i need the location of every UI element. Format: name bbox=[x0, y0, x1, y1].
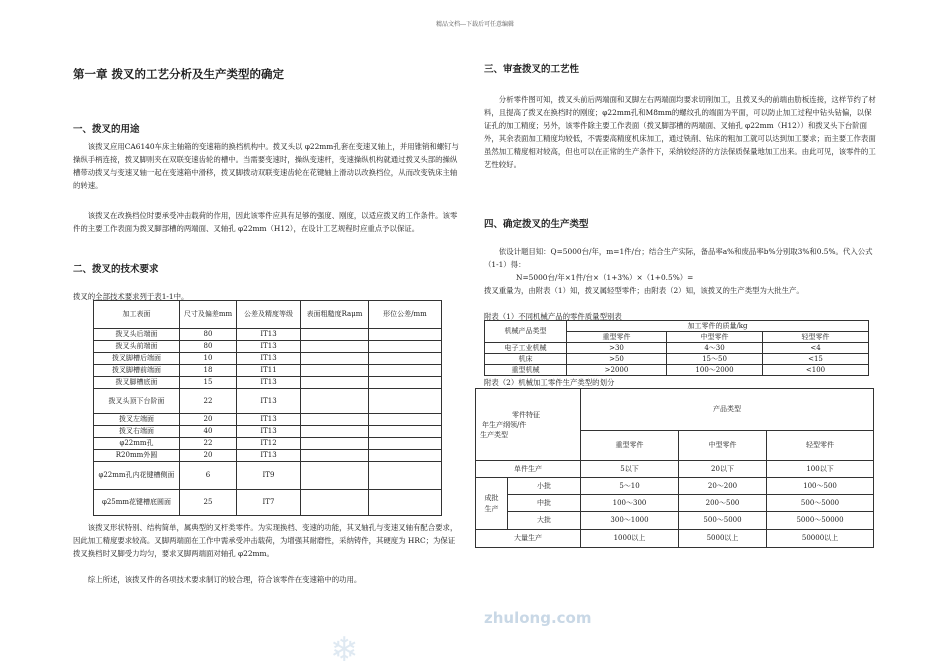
table-row bbox=[94, 490, 442, 516]
table-row bbox=[476, 495, 874, 512]
table-cell bbox=[369, 341, 442, 353]
table-cell: 25 bbox=[180, 490, 237, 516]
appendix-table-1-caption: 附表（1）不同机械产品的零件质量型别表 bbox=[484, 312, 622, 321]
section-3-title: 三、审查拨叉的工艺性 bbox=[484, 64, 580, 75]
header-cell: 形位公差/mm bbox=[369, 301, 442, 329]
section-1-title: 一、拨叉的用途 bbox=[73, 124, 140, 135]
header-cell: 表面粗糙度Raμm bbox=[301, 301, 369, 329]
table-cell: 机床 bbox=[485, 354, 567, 365]
table-row bbox=[476, 530, 874, 548]
table-row bbox=[94, 329, 442, 341]
appendix-table-2-caption: 附表（2）机械加工零件生产类型的划分 bbox=[484, 378, 615, 387]
section-1-paragraph-1: 该拨叉应用CA6140车床主轴箱的变速箱的换档机构中。拨叉头以 φ22mm孔套在变速叉轴上，并用锥销和螺钉与操纵手柄连接，拨叉脚则夹在双联变速齿轮的槽中。当需要变速时，操纵变速杆，变速操纵机构就通过拨叉头部的操纵槽带动拨叉与变速叉轴一起在变速箱中滑移，拨叉脚拨动双联变速齿轮在花键轴上滑动以改换档位，从而改变铣床主轴的转速。 bbox=[73, 142, 459, 190]
table-cell: 中批 bbox=[508, 495, 581, 512]
table-row bbox=[476, 512, 874, 530]
table-row bbox=[94, 365, 442, 377]
table-cell: 单件生产 bbox=[476, 461, 581, 478]
table-cell bbox=[301, 377, 369, 389]
section-4-paragraph-2: 拨叉重量为，由附表（1）知，拨叉属轻型零件；由附表（2）知，该拨叉的生产类型为大批生产。 bbox=[484, 286, 804, 295]
table-cell: 500～5000 bbox=[679, 512, 767, 530]
table-1-1-intro: 拨叉的全部技术要求列于表1-1中。 bbox=[73, 292, 189, 301]
header-cell: 机械产品类型 bbox=[485, 321, 567, 343]
table-cell: 20～200 bbox=[679, 478, 767, 495]
table-row bbox=[94, 450, 442, 462]
table-cell: 40 bbox=[180, 426, 237, 438]
table-cell: φ25mm花键槽底圆面 bbox=[94, 490, 180, 516]
table-cell bbox=[301, 450, 369, 462]
corner-label-output: 年生产纲领/件 bbox=[482, 420, 527, 429]
table-cell bbox=[369, 377, 442, 389]
table-cell: 6 bbox=[180, 462, 237, 490]
table-cell: IT13 bbox=[237, 329, 301, 341]
header-cell: 中型零件 bbox=[679, 431, 767, 461]
watermark-text: zhulong.com bbox=[484, 609, 592, 627]
corner-header-cell bbox=[476, 389, 581, 461]
table-row bbox=[476, 478, 874, 495]
table-cell: 5～10 bbox=[581, 478, 679, 495]
header-cell: 加工表面 bbox=[94, 301, 180, 329]
section-2-paragraph-2: 综上所述，该拨叉件的各项技术要求制订的较合理，符合该零件在变速箱中的功用。 bbox=[87, 575, 362, 584]
table-cell bbox=[301, 426, 369, 438]
table-cell bbox=[301, 341, 369, 353]
table-cell: >2000 bbox=[567, 365, 667, 376]
table-header-row bbox=[485, 321, 869, 332]
header-cell: 中型零件 bbox=[667, 332, 763, 343]
table-cell: <4 bbox=[763, 343, 869, 354]
header-cell: 产品类型 bbox=[581, 389, 874, 431]
production-type-table bbox=[475, 388, 874, 548]
production-formula: N=5000台/年×1件/台×（1+3%）×（1+0.5%）= bbox=[516, 273, 694, 282]
section-4-title: 四、确定拨叉的生产类型 bbox=[484, 219, 589, 230]
table-cell: IT11 bbox=[237, 365, 301, 377]
table-cell: IT9 bbox=[237, 462, 301, 490]
table-cell bbox=[369, 329, 442, 341]
table-cell: 4～30 bbox=[667, 343, 763, 354]
table-cell: 18 bbox=[180, 365, 237, 377]
table-cell: IT12 bbox=[237, 438, 301, 450]
table-row bbox=[94, 353, 442, 365]
table-cell: 300～1000 bbox=[581, 512, 679, 530]
section-1-paragraph-2: 该拨叉在改换档位时要承受冲击载荷的作用，因此该零件应具有足够的强度、刚度，以适应拨叉的工作条件。该零件的主要工作表面为拨叉脚部槽的两端面、叉轴孔 φ22mm（H12），在设计工艺规程时应重点予以保证。 bbox=[73, 211, 458, 233]
table-cell: 50000以上 bbox=[767, 530, 874, 548]
table-cell: 22 bbox=[180, 438, 237, 450]
table-cell: 1000以上 bbox=[581, 530, 679, 548]
header-cell: 轻型零件 bbox=[767, 431, 874, 461]
table-row bbox=[476, 461, 874, 478]
table-cell bbox=[369, 414, 442, 426]
table-cell: <100 bbox=[763, 365, 869, 376]
table-row bbox=[94, 389, 442, 414]
table-cell: 5以下 bbox=[581, 461, 679, 478]
header-cell: 加工零件的质量/kg bbox=[567, 321, 869, 332]
table-cell: 80 bbox=[180, 329, 237, 341]
section-3-paragraph: 分析零件图可知，拨叉头前后两端面和叉脚左右两端面均要求切削加工，且拨叉头的前端由肋板连接，这样节约了材料，且提高了拨叉在换档时的刚度；φ22mm孔和M8mm的螺纹孔的端面为平面，可以防止加工过程中钻头钻偏，以保证孔的加工精度；另外，该零件除主要工作表面（拨叉脚部槽的两端面、叉轴孔 φ22mm（H12））和拨叉头下台阶面外，其余表面加工精度均较低，不需要高精度机床加工，通过铣削、钻床的粗加工就可以达到加工要求；而主要工作表面虽然加工精度相对较高，但也可以在正常的生产条件下，采纳较经济的方法保质保量地加工出来。由此可见，该零件的工艺性较好。 bbox=[484, 95, 876, 169]
table-cell: 拨叉头后端面 bbox=[94, 329, 180, 341]
table-cell bbox=[369, 438, 442, 450]
corner-label-type: 生产类型 bbox=[480, 430, 508, 439]
snowflake-watermark-icon: ❄ bbox=[330, 630, 359, 670]
table-cell: 大量生产 bbox=[476, 530, 581, 548]
table-cell: IT7 bbox=[237, 490, 301, 516]
table-cell: 80 bbox=[180, 341, 237, 353]
header-cell: 轻型零件 bbox=[763, 332, 869, 343]
table-cell: 拨叉头顶下台阶面 bbox=[94, 389, 180, 414]
part-mass-table bbox=[484, 320, 869, 376]
table-cell: 20 bbox=[180, 450, 237, 462]
table-cell: 100以下 bbox=[767, 461, 874, 478]
table-cell: 拨叉头前端面 bbox=[94, 341, 180, 353]
table-cell: IT13 bbox=[237, 353, 301, 365]
table-cell: 10 bbox=[180, 353, 237, 365]
table-cell: 22 bbox=[180, 389, 237, 414]
table-cell: 15 bbox=[180, 377, 237, 389]
table-cell: 20以下 bbox=[679, 461, 767, 478]
table-cell: >50 bbox=[567, 354, 667, 365]
section-4-paragraph-1: 依设计题目知：Q=5000台/年，m=1件/台；结合生产实际，备品率a%和废品率b%分别取3%和0.5%。代入公式（1-1）得： bbox=[484, 247, 873, 269]
table-cell bbox=[369, 490, 442, 516]
table-cell: 200～500 bbox=[679, 495, 767, 512]
table-header-row bbox=[476, 389, 874, 431]
table-cell: 大批 bbox=[508, 512, 581, 530]
table-cell: 拨叉右端面 bbox=[94, 426, 180, 438]
table-cell: 小批 bbox=[508, 478, 581, 495]
section-2-paragraph-1: 该拨叉形状特别、结构简单，属典型的叉杆类零件。为实现换档、变速的功能，其叉轴孔与变速叉轴有配合要求，因此加工精度要求较高。叉脚两端面在工作中需承受冲击载荷，为增强其耐磨性，采纳铸件，其硬度为 HRC；为保证拨叉换档时叉脚受力均匀，要求叉脚两端面对轴孔 φ22mm。 bbox=[73, 523, 458, 558]
chapter-title: 第一章 拨叉的工艺分析及生产类型的确定 bbox=[73, 67, 285, 81]
table-cell bbox=[369, 389, 442, 414]
page-header: 精品文档---下载后可任意编辑 bbox=[435, 21, 515, 28]
table-cell bbox=[369, 426, 442, 438]
table-cell: 拨叉脚槽前端面 bbox=[94, 365, 180, 377]
table-cell bbox=[301, 365, 369, 377]
table-cell: 拨叉左端面 bbox=[94, 414, 180, 426]
table-cell bbox=[369, 450, 442, 462]
table-cell: >30 bbox=[567, 343, 667, 354]
table-header-row bbox=[94, 301, 442, 329]
table-cell bbox=[301, 329, 369, 341]
table-cell: 重型机械 bbox=[485, 365, 567, 376]
table-cell: 100～500 bbox=[767, 478, 874, 495]
table-cell: 拨叉脚槽底面 bbox=[94, 377, 180, 389]
table-cell: R20mm外圆 bbox=[94, 450, 180, 462]
header-cell: 公差及精度等级 bbox=[237, 301, 301, 329]
table-cell: <15 bbox=[763, 354, 869, 365]
table-cell bbox=[301, 438, 369, 450]
table-cell: IT13 bbox=[237, 341, 301, 353]
table-cell: φ22mm孔 bbox=[94, 438, 180, 450]
header-cell: 尺寸及偏差mm bbox=[180, 301, 237, 329]
table-cell: 5000以上 bbox=[679, 530, 767, 548]
table-cell: 15～50 bbox=[667, 354, 763, 365]
table-row bbox=[485, 343, 869, 354]
table-row bbox=[94, 426, 442, 438]
table-row bbox=[94, 462, 442, 490]
table-cell: 100～300 bbox=[581, 495, 679, 512]
corner-label-feature: 零件特征 bbox=[512, 410, 540, 419]
table-cell bbox=[301, 490, 369, 516]
table-cell bbox=[301, 353, 369, 365]
table-row bbox=[485, 365, 869, 376]
table-cell: IT13 bbox=[237, 426, 301, 438]
table-cell: IT13 bbox=[237, 377, 301, 389]
table-cell: 5000～50000 bbox=[767, 512, 874, 530]
table-row bbox=[485, 354, 869, 365]
table-cell bbox=[369, 365, 442, 377]
table-cell: 500～5000 bbox=[767, 495, 874, 512]
header-cell: 重型零件 bbox=[581, 431, 679, 461]
table-row bbox=[94, 414, 442, 426]
section-2-title: 二、拨叉的技术要求 bbox=[73, 264, 159, 275]
table-cell: 100～2000 bbox=[667, 365, 763, 376]
batch-production-label: 成批生产 bbox=[476, 478, 508, 530]
table-cell bbox=[301, 389, 369, 414]
table-cell bbox=[301, 462, 369, 490]
table-cell: 20 bbox=[180, 414, 237, 426]
table-row bbox=[94, 341, 442, 353]
table-cell bbox=[369, 462, 442, 490]
table-cell: IT13 bbox=[237, 414, 301, 426]
table-cell: φ22mm孔内花键槽侧面 bbox=[94, 462, 180, 490]
table-cell: 拨叉脚槽后端面 bbox=[94, 353, 180, 365]
table-row bbox=[94, 377, 442, 389]
header-cell: 重型零件 bbox=[567, 332, 667, 343]
table-row bbox=[94, 438, 442, 450]
table-cell: IT13 bbox=[237, 389, 301, 414]
tech-requirements-table bbox=[93, 300, 442, 516]
table-cell bbox=[301, 414, 369, 426]
table-cell: 电子工业机械 bbox=[485, 343, 567, 354]
table-cell: IT13 bbox=[237, 450, 301, 462]
table-cell bbox=[369, 353, 442, 365]
